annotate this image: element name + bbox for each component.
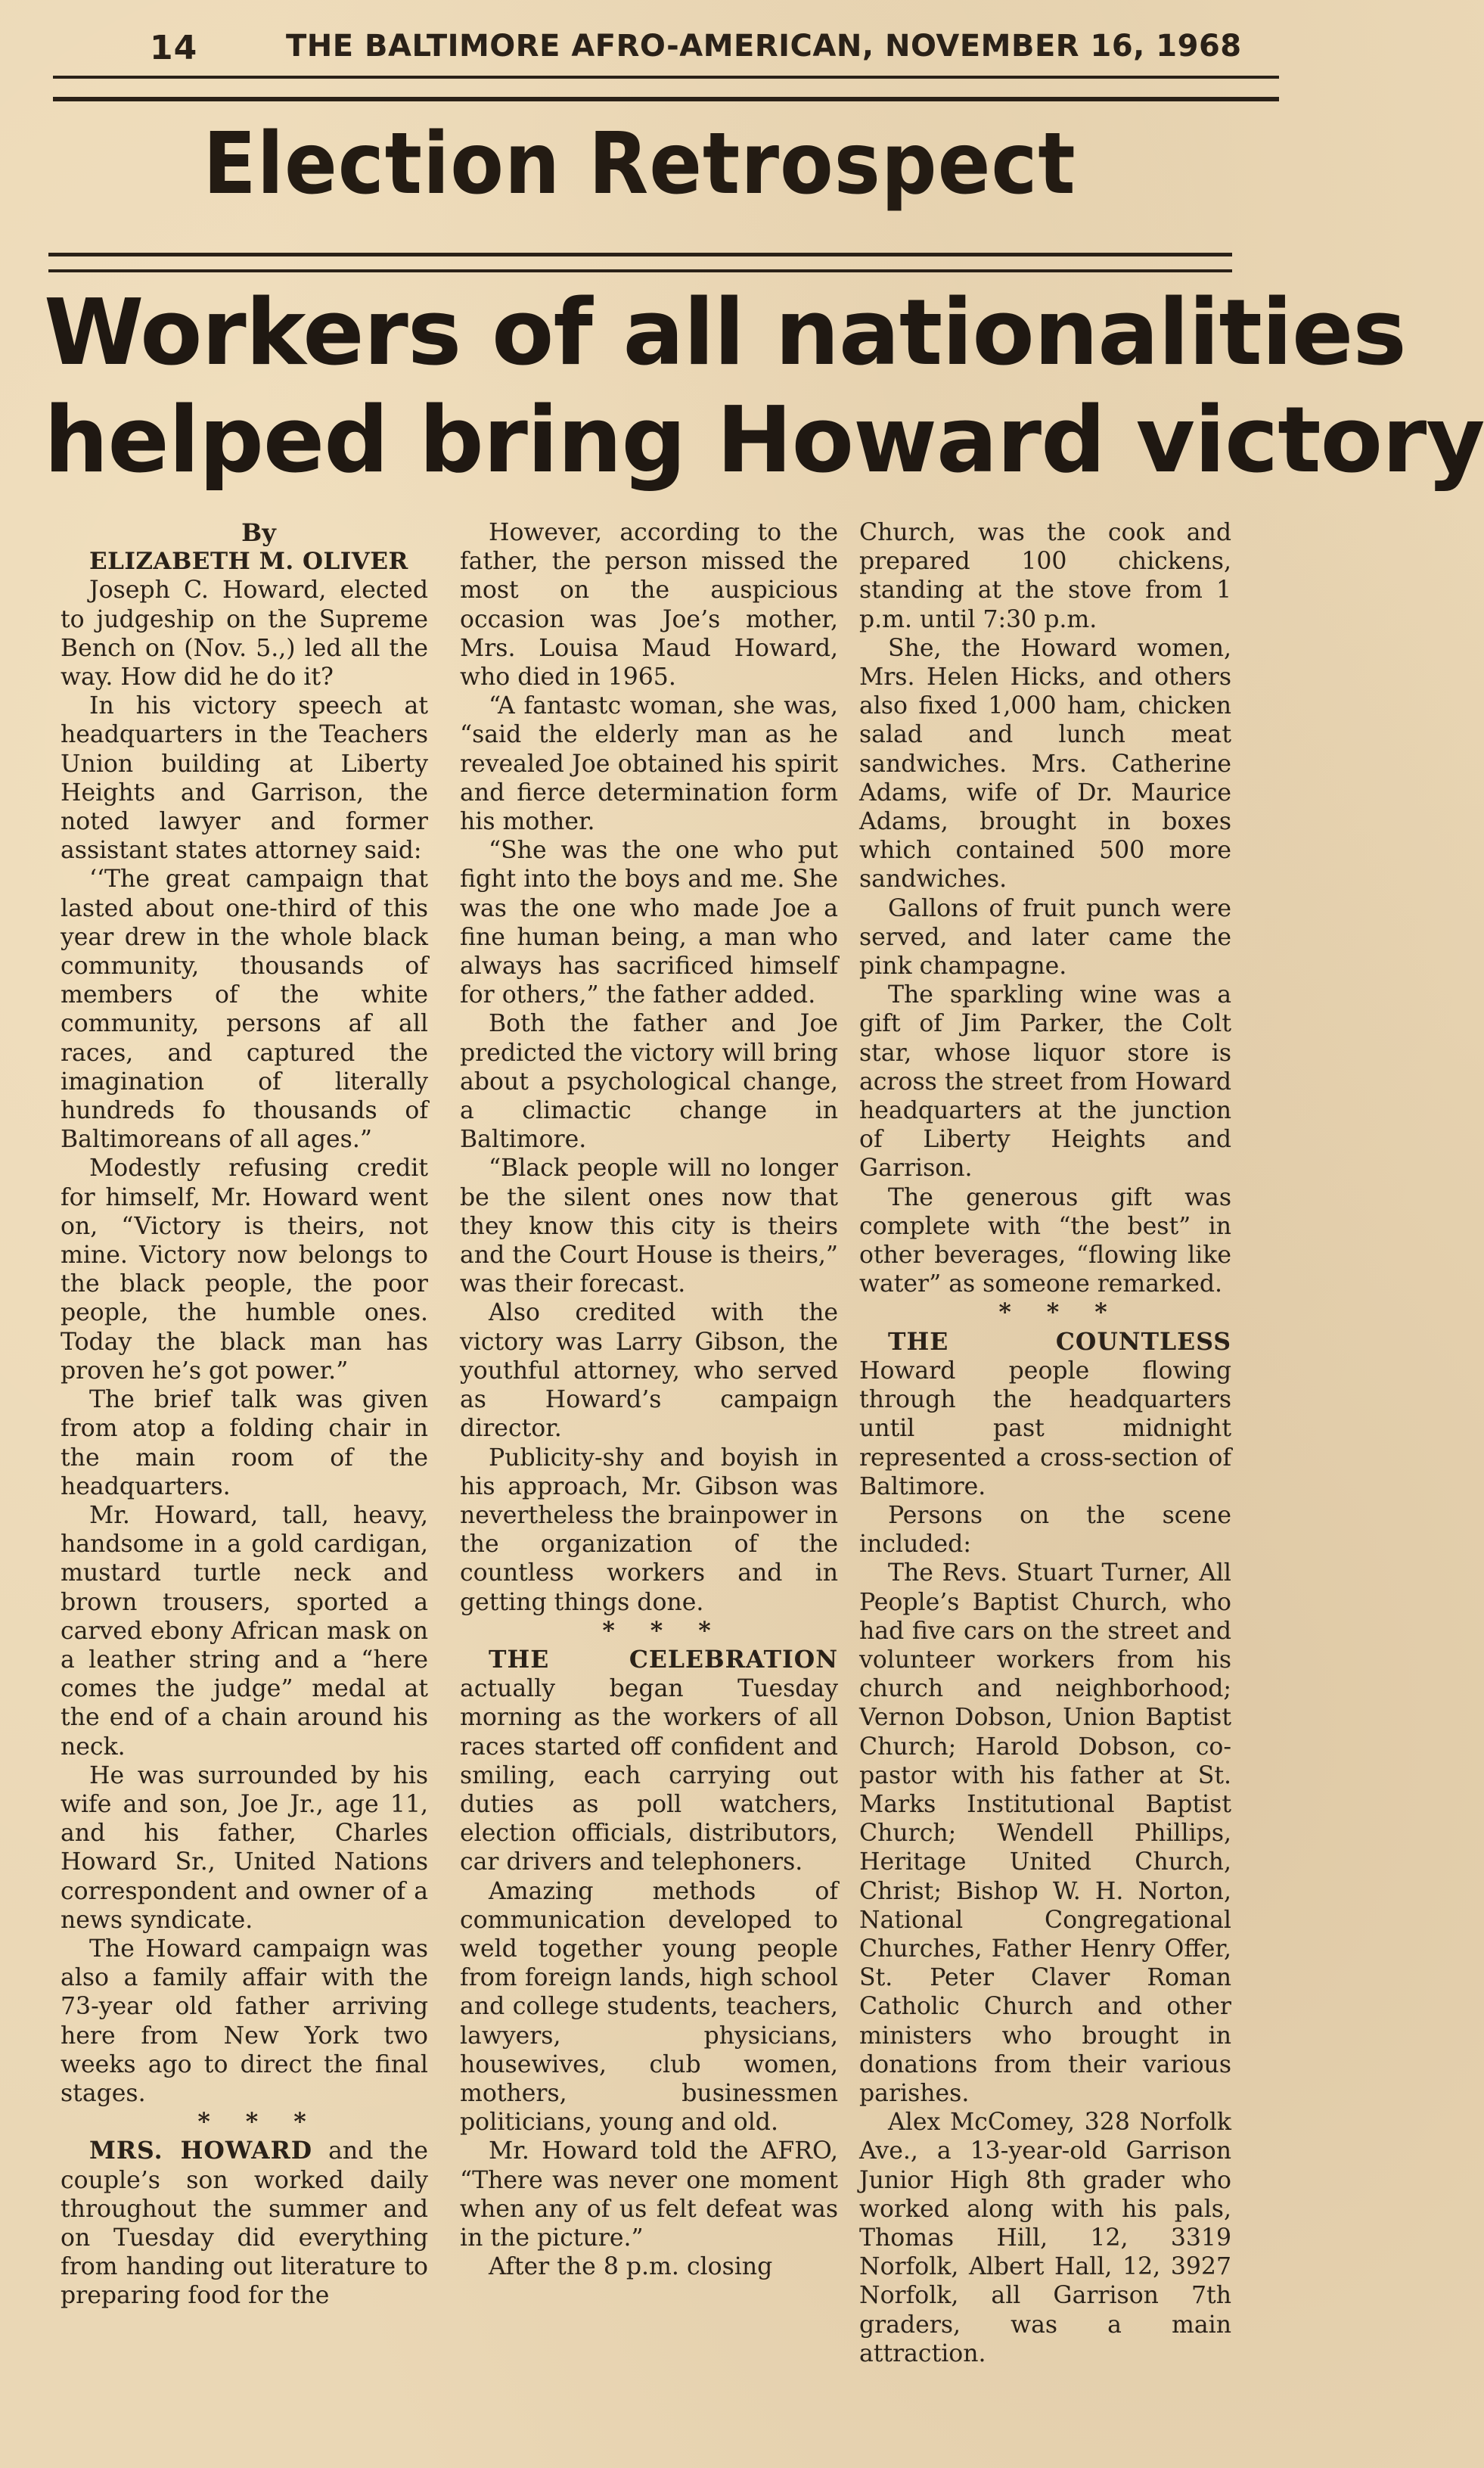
paragraph: Also credited with the victory was Larry Gibson, the youthful attorney, who served as Howard’s campaign director. (460, 1299, 838, 1443)
byline-by: By (241, 518, 276, 547)
paragraph: In his victory speech at headquarters in the Teachers Union building at Liberty Heights and Garrison, the noted lawyer and former assistant states attorney said: (61, 692, 428, 865)
paragraph (859, 1328, 1231, 1501)
paragraph: “A fantastc woman, she was, “said the elderly man as he revealed Joe obtained his spirit and fierce determination form his mother. (460, 692, 838, 836)
paragraph: Gallons of fruit punch were served, and later came the pink champagne. (859, 894, 1231, 981)
paragraph: Persons on the scene included: (859, 1501, 1231, 1559)
paragraph: Mr. Howard, tall, heavy, handsome in a gold cardigan, mustard turtle neck and brown trousers, sported a carved ebony African mask on a leather string and a “here comes the judge” medal at the end of a chain around his neck. (61, 1501, 428, 1761)
section-divider-stars: * * * (602, 1616, 725, 1645)
paragraph: Amazing methods of communication developed to weld together young people from foreign lands, high school and college students, teachers, lawyers, physicians, housewives, club women, mothers, businessmen politicians, young and old. (460, 1877, 838, 2137)
paragraph: Alex McComey, 328 Norfolk Ave., a 13-year-old Garrison Junior High 8th grader who worked along with his pals, Thomas Hill, 12, 3319 Norfolk, Albert Hall, 12, 3927 Norfolk, all Garrison 7th graders, was a main attraction. (859, 2109, 1231, 2367)
paragraph: Joseph C. Howard, elected to judgeship on the Supreme Bench on (Nov. 5.,) led all the way. How did he do it? (61, 577, 428, 692)
masthead (0, 0, 1279, 113)
page-number: 14 (150, 29, 198, 67)
section-divider-stars: * * * (998, 1298, 1121, 1327)
byline-author: ELIZABETH M. OLIVER (89, 548, 408, 576)
subhead-lead: THE COUNTLESS (888, 1327, 1231, 1356)
paragraph (460, 1646, 838, 1877)
headline-line-2: helped bring Howard victory (44, 387, 1484, 493)
paragraph: “Black people will no longer be the silent ones now that they know this city is theirs and the Court House is theirs,” was their forecast. (460, 1155, 838, 1298)
paragraph: The sparkling wine was a gift of Jim Parker, the Colt star, whose liquor store is across the street from Howard headquarters at the junction of Liberty Heights and Garrison. (859, 981, 1231, 1183)
paragraph: Publicity-shy and boyish in his approach, Mr. Gibson was nevertheless the brainpower in the organization of the countless workers and in getting things done. (460, 1444, 838, 1616)
paragraph: “She was the one who put fight into the boys and me. She was the one who made Joe a fine human being, a man who always has sacrificed himself for others,” the father added. (460, 837, 838, 1009)
paragraph: However, according to the father, the person missed the most on the auspicious occasion was Joe’s mother, Mrs. Louisa Maud Howard, who died in 1965. (460, 519, 838, 692)
article-column-3 (859, 518, 1231, 2368)
paragraph: The Howard campaign was also a family affair with the 73-year old father arriving here from New York two weeks ago to direct the final stages. (61, 1935, 428, 2107)
section-heading: Election Retrospect (203, 115, 1076, 213)
paragraph: Mr. Howard told the AFRO, “There was never one moment when any of us felt defeat was in the picture.” (460, 2137, 838, 2252)
paragraph: Modestly refusing credit for himself, Mr. Howard went on, “Victory is theirs, not mine. Victory now belongs to the black people, the poor people, the humble ones. Today the black man has proven he’s got power.” (61, 1155, 428, 1385)
paragraph: The brief talk was given from atop a folding chair in the main room of the headquarters. (61, 1386, 428, 1500)
article-column-1 (61, 518, 428, 2311)
paragraph: Both the father and Joe predicted the victory will bring about a psychological change, a climactic change in Baltimore. (460, 1010, 838, 1154)
section-divider-stars: * * * (197, 2108, 320, 2137)
subhead-lead: MRS. HOWARD (89, 2137, 313, 2165)
masthead-rule-thick (53, 97, 1279, 101)
paragraph-text: actually began Tuesday morning as the workers of all races started off confident and smiling, each carrying out duties as poll watchers, election officials, distributors, car drivers and telephoners. (460, 1675, 838, 1876)
paragraph: She, the Howard women, Mrs. Helen Hicks, and others also fixed 1,000 ham, chicken salad and lunch meat sandwiches. Mrs. Catherine Adams, wife of Dr. Maurice Adams, brought in boxes which contained 500 more sandwiches. (859, 634, 1231, 894)
section-rule-top (48, 253, 1232, 256)
article-headline (44, 280, 1484, 494)
article-column-2 (460, 518, 838, 2281)
paragraph: After the 8 p.m. closing (489, 2253, 773, 2281)
paragraph: The generous gift was complete with “the best” in other beverages, “flowing like water” as someone remarked. (859, 1183, 1231, 1298)
paragraph (61, 2137, 428, 2310)
subhead-lead: THE CELEBRATION (489, 1645, 838, 1674)
section-rule-bottom (48, 269, 1232, 272)
paragraph: Church, was the cook and prepared 100 chickens, standing at the stove from 1 p.m. until 7:30 p.m. (859, 519, 1231, 633)
paragraph: He was surrounded by his wife and son, Joe Jr., age 11, and his father, Charles Howard Sr., United Nations correspondent and owner of a news syndicate. (61, 1761, 428, 1934)
newspaper-dateline: THE BALTIMORE AFRO-AMERICAN, NOVEMBER 16, 1968 (286, 29, 1242, 64)
paragraph-text: and the couple’s son worked daily throughout the summer and on Tuesday did everything from handing out literature to preparing food for the (61, 2137, 428, 2310)
paragraph: The Revs. Stuart Turner, All People’s Baptist Church, who had five cars on the street and volunteer workers from his church and neighborhood; Vernon Dobson, Union Baptist Church; Harold Dobson, co-pastor with his father at St. Marks Institutional Baptist Church; Wendell Phillips, Heritage United Church, Christ; Bishop W. H. Norton, National Congregational Churches, Father Henry Offer, St. Peter Claver Roman Catholic Church and other ministers who brought in donations from their various parishes. (859, 1559, 1231, 2107)
paragraph-text: Howard people flowing through the headquarters until past midnight represented a cross-section of Baltimore. (859, 1357, 1231, 1500)
masthead-rule (53, 76, 1279, 79)
paragraph: ‘‘The great campaign that lasted about one-third of this year drew in the whole black community, thousands of members of the white community, persons af all races, and captured the imagination of literally hundreds fo thousands of Baltimoreans of all ages.” (61, 866, 428, 1154)
headline-line-1: Workers of all nationalities (44, 281, 1406, 386)
